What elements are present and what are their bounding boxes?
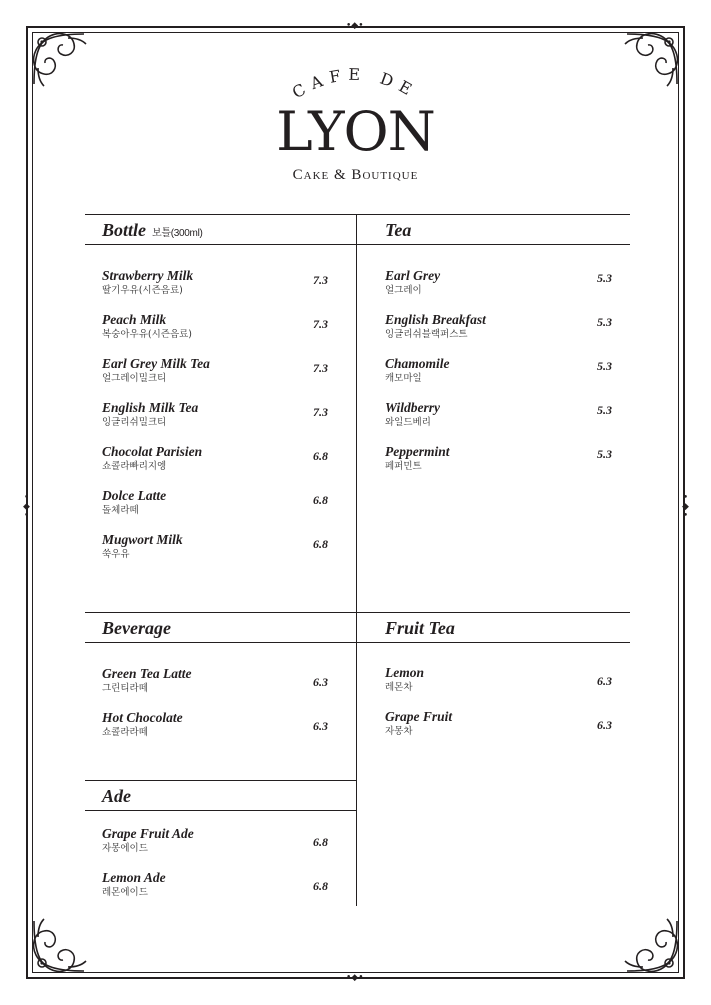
corner-flourish-icon: [621, 28, 683, 90]
section-title-ade: Ade: [102, 786, 131, 806]
corner-flourish-icon: [28, 28, 90, 90]
item-name: Green Tea Latte: [102, 666, 192, 681]
menu-item: [385, 665, 424, 694]
menu-item: [102, 488, 166, 517]
ade-header-rule: [85, 810, 356, 811]
item-price: 7.3: [313, 317, 328, 331]
item-korean-name: 레몬에이드: [102, 887, 148, 898]
item-korean-name: 복숭아우유(시즌음료): [102, 329, 193, 340]
logo-tagline: Cake & Boutique: [292, 167, 419, 183]
mid-top-rule: [85, 612, 630, 613]
menu-item: [385, 268, 440, 297]
edge-dot-icon: •◆•: [346, 973, 364, 983]
item-price: 6.8: [313, 537, 328, 551]
item-price: 6.8: [313, 449, 328, 463]
item-price: 7.3: [313, 405, 328, 419]
svg-text:CAFE DE: [289, 65, 421, 103]
menu-item: [102, 710, 183, 739]
menu-item: [102, 312, 192, 341]
item-name: Grape Fruit: [385, 709, 453, 724]
item-price: 5.3: [597, 359, 612, 373]
item-korean-name: 잉글리쉬밀크티: [102, 417, 167, 428]
item-price: 5.3: [597, 403, 612, 417]
item-name: Earl Grey Milk Tea: [102, 356, 210, 371]
item-korean-name: 자몽에이드: [102, 843, 148, 854]
menu-item: [102, 356, 210, 385]
item-price: 5.3: [597, 271, 612, 285]
item-price: 6.8: [313, 879, 328, 893]
section-title-bottle: Bottle 보틀(300ml): [102, 220, 203, 240]
item-name: Peppermint: [385, 444, 450, 459]
menu-item: [102, 532, 183, 561]
item-korean-name: 쇼콜라라떼: [102, 727, 148, 738]
bottle-size-note: 보틀(300ml): [152, 228, 203, 239]
menu-item: [102, 444, 202, 473]
menu-item: [385, 444, 450, 473]
item-price: 6.3: [597, 674, 612, 688]
item-price: 6.8: [313, 835, 328, 849]
item-korean-name: 쇼콜라빠리지엥: [102, 461, 167, 472]
item-name: Lemon: [385, 665, 424, 680]
menu-item: [102, 400, 198, 429]
menu-item: [385, 400, 440, 429]
item-korean-name: 와일드베리: [385, 417, 431, 428]
column-divider: [356, 214, 357, 906]
logo-name: LYON: [276, 100, 435, 163]
item-name: Hot Chocolate: [102, 710, 183, 725]
top-rule: [85, 214, 630, 215]
item-name: Dolce Latte: [102, 488, 167, 503]
item-name: Chocolat Parisien: [102, 444, 203, 459]
menu-item: [102, 666, 191, 695]
item-name: English Breakfast: [385, 312, 486, 327]
item-korean-name: 잉글리쉬블랙퍼스트: [385, 329, 468, 340]
item-price: 6.8: [313, 493, 328, 507]
edge-dot-icon: •◆•: [346, 21, 364, 31]
item-korean-name: 그린티라떼: [102, 683, 148, 694]
item-korean-name: 페퍼민트: [385, 461, 422, 472]
section-title-fruit-tea: Fruit Tea: [385, 618, 455, 638]
item-price: 5.3: [597, 447, 612, 461]
item-korean-name: 딸기우유(시즌음료): [102, 285, 183, 296]
corner-flourish-icon: [621, 915, 683, 977]
item-name: Grape Fruit Ade: [102, 826, 194, 841]
item-name: Wildberry: [385, 400, 440, 415]
item-korean-name: 돌체라떼: [102, 505, 139, 516]
logo-top-text: CAFE DE: [288, 64, 422, 103]
edge-dot-icon: • ◆ •: [23, 493, 30, 521]
item-name: Lemon Ade: [102, 870, 166, 885]
item-name: Mugwort Milk: [102, 532, 183, 547]
item-price: 6.3: [313, 675, 328, 689]
section-title-beverage: Beverage: [102, 618, 171, 638]
item-name: Chamomile: [385, 356, 450, 371]
item-name: English Milk Tea: [102, 400, 199, 415]
item-korean-name: 얼그레이: [385, 285, 422, 296]
item-price: 5.3: [597, 315, 612, 329]
edge-dot-icon: • ◆ •: [682, 493, 689, 521]
item-korean-name: 얼그레이밀크티: [102, 373, 167, 384]
item-name: Peach Milk: [102, 312, 167, 327]
item-price: 7.3: [313, 361, 328, 375]
menu-item: [385, 312, 486, 341]
item-korean-name: 쑥우유: [102, 549, 130, 560]
item-price: 6.3: [313, 719, 328, 733]
menu-item: [385, 356, 450, 385]
item-korean-name: 자몽차: [385, 726, 413, 737]
item-price: 7.3: [313, 273, 328, 287]
item-price: 6.3: [597, 718, 612, 732]
corner-flourish-icon: [28, 915, 90, 977]
item-korean-name: 캐모마일: [385, 373, 422, 384]
menu-item: [102, 826, 194, 855]
section-title-tea: Tea: [385, 220, 412, 240]
menu-item: [102, 268, 193, 297]
menu-item: [385, 709, 452, 738]
menu-item: [102, 870, 166, 899]
item-name: Strawberry Milk: [102, 268, 194, 283]
item-korean-name: 레몬차: [385, 682, 413, 693]
item-name: Earl Grey: [385, 268, 441, 283]
mid-header-rule: [85, 642, 630, 643]
ade-top-rule: [85, 780, 356, 781]
